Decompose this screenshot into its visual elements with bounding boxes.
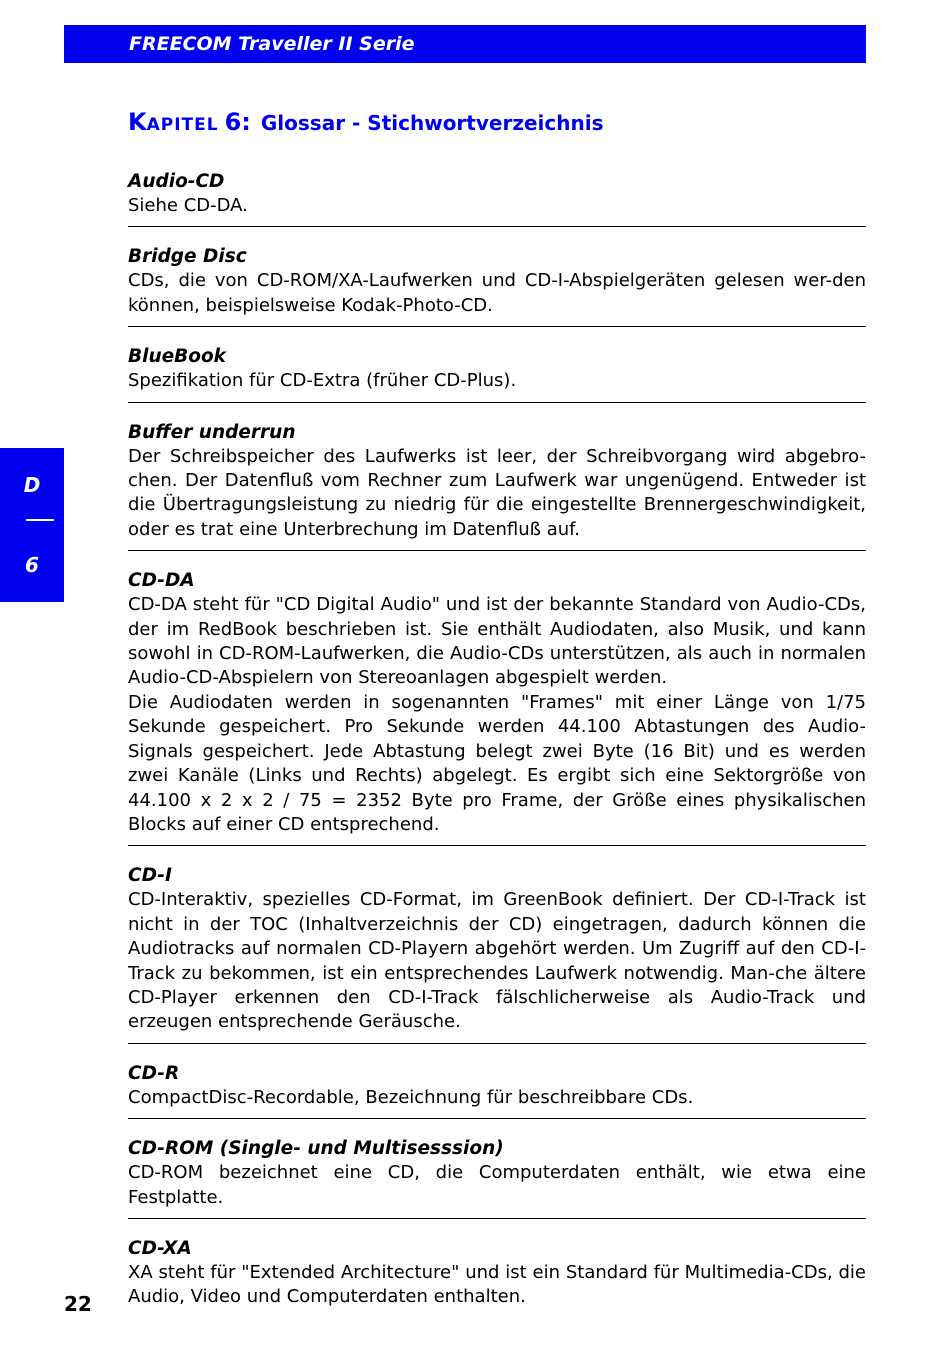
glossary-definition: Siehe CD-DA. [128, 195, 248, 216]
chapter-side-tab [0, 448, 64, 602]
chapter-number: 6: [224, 108, 251, 136]
chapter-heading [128, 108, 603, 136]
glossary-definition: XA steht für "Extended Architecture" und ist ein Standard für Multimedia-CDs, die Audio, Video und Computerdaten enthalten. [128, 1261, 866, 1308]
glossary-entry-bridge-disc [128, 245, 866, 327]
glossary-definition: Die Audiodaten werden in sogenannten "Frames" mit einer Länge von 1/75 Sekunde gespeichert. Pro Sekunde werden 44.100 Abtastungen des Audio-Signals gespeichert. Jede Abtastung belegt zwei Byte (16 Bit) und es werden zwei Kanäle (Links und Rechts) abgelegt. Es ergibt sich eine Sektorgröße von 44.100 x 2 x 2 / 75 = 2352 Byte pro Frame, der Größe eines physikalischen Blocks auf einer CD entsprechend. [128, 691, 866, 835]
side-tab-divider [26, 519, 54, 521]
glossary-term: CD-R [128, 1062, 180, 1084]
glossary-term: BlueBook [128, 346, 226, 368]
side-tab-letter: D [23, 473, 41, 497]
glossary-entry-cd-xa [128, 1237, 866, 1310]
glossary-entry-audio-cd [128, 170, 866, 227]
divider [128, 1043, 866, 1044]
glossary-term: CD-ROM (Single- und Multisesssion) [128, 1138, 504, 1160]
divider [128, 550, 866, 551]
glossary-entry-cd-r [128, 1062, 866, 1119]
glossary-definition: CD-Interaktiv, spezielles CD-Format, im GreenBook definiert. Der CD-I-Track ist nicht in der TOC (Inhaltverzeichnis der CD) eingetragen, dadurch können die Audiotracks auf normalen CD-Playern abgehört werden. Um Zugriff auf den CD-I-Track zu bekommen, ist ein entsprechendes Laufwerk notwendig. Man-che ältere CD-Player erkennen den CD-I-Track fälschlicherweise als Audio-Track und erzeugen entsprechende Geräusche. [128, 889, 866, 1033]
divider [128, 226, 866, 227]
divider [128, 402, 866, 403]
glossary-definition: CD-DA steht für "CD Digital Audio" und ist der bekannte Standard von Audio-CDs, der im RedBook beschrieben ist. Sie enthält Audiodaten, also Musik, und kann sowohl in CD-ROM-Laufwerken, die Audio-CDs unterstützen, als auch in normalen Audio-CD-Abspielern von Stereoanlagen abgespielt werden. [128, 594, 866, 689]
glossary-term: CD-XA [128, 1237, 192, 1259]
chapter-word-initial: K [128, 108, 147, 136]
glossary-entry-cd-rom [128, 1137, 866, 1219]
glossary-list [128, 170, 866, 1328]
page-number: 22 [64, 1292, 92, 1316]
glossary-definition: CompactDisc-Recordable, Bezeichnung für beschreibbare CDs. [128, 1086, 694, 1108]
glossary-term: Bridge Disc [128, 246, 247, 268]
glossary-entry-cd-da [128, 569, 866, 846]
divider [128, 845, 866, 846]
glossary-entry-cd-i [128, 864, 866, 1043]
glossary-entry-bluebook [128, 345, 866, 402]
glossary-definition: CD-ROM bezeichnet eine CD, die Computerdaten enthält, wie etwa eine Festplatte. [128, 1162, 866, 1208]
glossary-definition: CDs, die von CD-ROM/XA-Laufwerken und CD-I-Abspielgeräten gelesen wer-den können, beispielsweise Kodak-Photo-CD. [128, 270, 866, 316]
glossary-term: Audio-CD [128, 171, 225, 192]
chapter-title: Glossar - Stichwortverzeichnis [260, 111, 604, 135]
glossary-term: CD-I [128, 865, 172, 887]
chapter-word-rest: APITEL [146, 115, 219, 135]
side-tab-number: 6 [25, 553, 39, 577]
glossary-entry-buffer-underrun [128, 421, 866, 552]
header-bar [64, 25, 866, 63]
divider [128, 1218, 866, 1219]
glossary-definition: Der Schreibspeicher des Laufwerks ist leer, der Schreibvorgang wird abgebro-chen. Der Datenfluß vom Rechner zum Laufwerk war ungenügend. Entweder ist die Übertragungsleistung zu niedrig für die eingestellte Brennergeschwindigkeit, oder es trat eine Unterbrechung im Datenfluß auf. [128, 445, 866, 540]
glossary-definition: Spezifikation für CD-Extra (früher CD-Plus). [128, 370, 517, 392]
glossary-term: Buffer underrun [128, 421, 296, 443]
divider [128, 326, 866, 327]
divider [128, 1118, 866, 1119]
glossary-term: CD-DA [128, 570, 195, 592]
header-title: FREECOM Traveller II Serie [129, 33, 415, 55]
